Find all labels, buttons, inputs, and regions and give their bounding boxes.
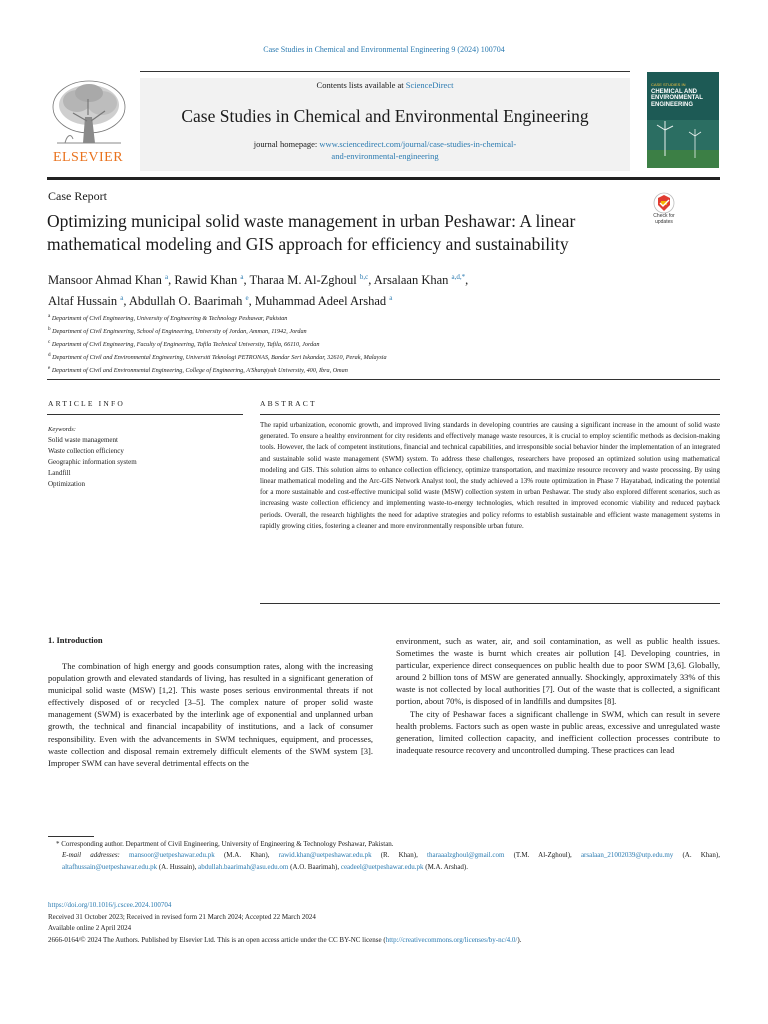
affiliation-item: $^c$ Department of Civil Engineering, Faculty of Engineering, Tafila Technical University, Tafila, 66110, Jordan [48, 339, 320, 349]
author-name[interactable]: Abdullah O. Baarimah [128, 294, 243, 309]
author-name[interactable]: Muhammad Adeel Arshad [254, 294, 387, 309]
body-column-right [396, 635, 720, 756]
available-online: Available online 2 April 2024 [48, 924, 132, 932]
affiliation-item: $^e$ Department of Civil and Environmental Engineering, College of Engineering, A'Sharqiyah University, 400, Ibra, Oman [48, 365, 348, 375]
body-column-left [48, 660, 373, 769]
title-line-2: mathematical modeling and GIS approach for efficiency and sustainability [47, 234, 569, 254]
author-affil-marker[interactable]: a [165, 273, 169, 281]
contents-prefix: Contents lists available at [316, 80, 406, 90]
email-addresses: E-mail addresses: mansoor@uetpeshawar.edu.pk (M.A. Khan), rawid.khan@uetpeshawar.edu.pk (R. Khan), tharaaalzghoul@gmail.com (T.M. Al-Zghoul), arsalaan_21002039@utp.edu.my (A. Khan), altafhussain@uetpeshawar.edu.pk (A. Hussain), abdullah.baarimah@asu.edu.om (A.O. Baarimah), ceadeel@uetpeshawar.edu.pk (M.A. Arshad). [62, 851, 720, 871]
cover-pre-title: CASE STUDIES IN [651, 82, 686, 87]
license-link[interactable]: http://creativecommons.org/licenses/by-nc/4.0/ [385, 935, 518, 944]
email-link[interactable]: rawid.khan@uetpeshawar.edu.pk [278, 851, 372, 860]
received-dates: Received 31 October 2023; Received in revised form 21 March 2024; Accepted 22 March 2024 [48, 912, 316, 921]
footnote-rule [48, 836, 94, 837]
doi-link[interactable]: https://doi.org/10.1016/j.cscee.2024.100704 [48, 901, 172, 909]
journal-citation[interactable]: Case Studies in Chemical and Environmental Engineering 9 (2024) 100704 [263, 45, 505, 54]
author-affil-marker[interactable]: a [389, 294, 393, 303]
affiliation-list [48, 311, 688, 376]
affiliation-item: $^b$ Department of Civil Engineering, School of Engineering, University of Jordan, Amman, 11942, Jordan [48, 326, 307, 336]
email-link[interactable]: tharaaalzghoul@gmail.com [427, 851, 505, 860]
author-name[interactable]: Mansoor Ahmad Khan [48, 273, 162, 288]
journal-homepage [140, 138, 630, 162]
check-for-updates-label: Check for updates [653, 213, 675, 225]
affiliation-item: $^d$ Department of Civil and Environmental Engineering, Universiti Teknologi PETRONAS, Bandar Seri Iskandar, 32610, Perak, Malaysia [48, 352, 387, 362]
email-link[interactable]: mansoor@uetpeshawar.edu.pk [129, 851, 215, 860]
author-name[interactable]: Arsalaan Khan [373, 273, 449, 288]
homepage-link-line1[interactable]: www.sciencedirect.com/journal/case-studies-in-chemical- [319, 139, 517, 149]
header-top-rule [140, 71, 630, 72]
journal-title: Case Studies in Chemical and Environmental Engineering [181, 106, 589, 126]
elsevier-wordmark: ELSEVIER [52, 150, 124, 165]
keyword-item: Solid waste management [48, 436, 118, 444]
paragraph: environment, such as water, air, and soil contamination, as well as public health issues. Sometimes the waste is burnt which creates air pollution [4]. Developing countries, in particular, experience direct consequences on public health due to poor SWM [3,6]. Globally, around 2 billion tons of MSW are generated annually. Shockingly, approximately 33% of this waste is not collected by local authorities [7]. Out of the waste that is collected, a significant portion, about 70%, is disposed of in landfills and dumpsites [8]. [396, 636, 720, 707]
email-link[interactable]: altafhussain@uetpeshawar.edu.pk [62, 862, 158, 871]
article-type: Case Report [48, 189, 107, 203]
license-statement: 2666-0164/© 2024 The Authors. Published by Elsevier Ltd. This is an open access article under the CC BY-NC license (http://creativecommons.org/licenses/by-nc/4.0/). [48, 935, 522, 944]
homepage-link-line2[interactable]: and-environmental-engineering [331, 151, 439, 161]
article-title [47, 210, 647, 256]
keywords-list [48, 435, 137, 490]
title-line-1: Optimizing municipal solid waste management in urban Peshawar: A linear [47, 211, 576, 231]
keywords-label: Keywords: [48, 426, 76, 433]
keyword-item: Optimization [48, 480, 85, 488]
email-link[interactable]: arsalaan_21002039@utp.edu.my [580, 851, 674, 860]
author-affil-marker[interactable]: e [245, 294, 249, 303]
cover-title [651, 82, 715, 108]
paragraph: The combination of high energy and goods consumption rates, along with the increasing population growth and elevated standards of living, has resulted in a significant generation of municipal solid waste (MSW) [1,2]. This waste poses serious environmental threats if not effectively disposed of or recycled [3–5]. The complex nature of proper solid waste management (SWM) is exacerbated by the interlink age of exponential and unplanned urban growth, the technical and financial incapability of institutions, and a lack of consumer responsibility. Even with the advancements in SWM techniques, equipment, and processes, waste collection and disposal remain extremely difficult elements of the SWM system [3]. Improper SWM can have several detrimental effects on the [48, 661, 373, 768]
contents-line [140, 80, 630, 90]
author-name[interactable]: Altaf Hussain [48, 294, 118, 309]
section-heading-introduction: 1. Introduction [48, 635, 103, 645]
author-name[interactable]: Tharaa M. Al-Zghoul [249, 273, 357, 288]
article-info-rule [47, 414, 243, 415]
check-for-updates-icon[interactable] [648, 192, 680, 214]
author-affil-marker[interactable]: a [120, 294, 124, 303]
keyword-item: Landfill [48, 469, 71, 477]
keyword-item: Geographic information system [48, 458, 137, 466]
journal-cover-thumbnail[interactable] [647, 72, 719, 168]
corresponding-author-note: * Corresponding author. Department of Civil Engineering, University of Engineering & Technology Peshawar, Pakistan. [56, 840, 394, 848]
keyword-item: Waste collection efficiency [48, 447, 124, 455]
author-affil-marker[interactable]: b,c [359, 273, 369, 281]
abstract-heading: ABSTRACT [260, 399, 317, 408]
author-list: Mansoor Ahmad Khan $^a$, Rawid Khan $^a$, Tharaa M. Al-Zghoul $^{b,c}$, Arsalaan Khan $^{a,d,*}$, Altaf Hussain $^a$, Abdullah O. Baarimah $^e$, Muhammad Adeel Arshad $^a$ [48, 273, 469, 309]
paragraph: The city of Peshawar faces a significant challenge in SWM, which can result in severe health problems. Factors such as open waste in public areas, excessive and unregulated waste generation, limited collection capacity, and inefficient collection processes contribute to inadequate resource recovery and uncontrolled dumping. These practices can lead [396, 708, 720, 755]
abstract-rule [260, 414, 720, 415]
author-name[interactable]: Rawid Khan [174, 273, 238, 288]
email-link[interactable]: abdullah.baarimah@asu.edu.om [198, 862, 289, 871]
affiliation-item: $^a$ Department of Civil Engineering, University of Engineering & Technology Peshawar, Pakistan [48, 313, 288, 323]
header-bottom-rule [47, 177, 720, 180]
affiliation-divider [47, 379, 720, 380]
article-info-heading: ARTICLE INFO [48, 399, 125, 408]
sciencedirect-link[interactable]: ScienceDirect [405, 80, 454, 90]
author-affil-marker[interactable]: a,d,* [451, 273, 466, 281]
abstract-text: The rapid urbanization, economic growth, and improved living standards in developing countries are causing a significant increase in the amount of solid waste generated. To ensure a healthy environment for city residents and effectively manage waste resources, it is crucial to employ scientific methods as decision-making tools. However, the lack of competent institutions, financial and technical capabilities, and irresponsible social behavior hinder the implementation of an integrated and sustainable solid waste management (SWM) system. To address these challenges, researchers have proposed an optimized solution using mathematical modeling and GIS. This solution aims to enhance collection efficiency, optimize transportation, and maximize resource recovery and waste processing. By using linear mathematical modeling and the Arc-GIS Network Analyst tool, the study achieved a 13% route optimization in Phase 7 Hayatabad, indicating the potential for a more sustainable and cost-effective municipal solid waste (MSW) collection system in urban Peshawar. The study also explored different scenarios, such as increasing waste collection efficiency and implementing waste-to-energy technologies, which resulted in improved economic viability and reduced payback periods. Overall, the research highlights the need for adaptive strategies and policy reforms to establish sustainable and efficient waste management systems in rapidly growing cities, fostering a cleaner and more environmentally responsible urban future. [260, 421, 720, 530]
author-affil-marker[interactable]: a [240, 273, 244, 281]
abstract-bottom-rule [260, 603, 720, 604]
cover-main-title: CHEMICAL AND ENVIRONMENTAL ENGINEERING [651, 88, 703, 108]
email-label: E-mail addresses: [62, 851, 130, 860]
footnote [48, 839, 720, 873]
publication-info [48, 900, 720, 946]
homepage-label: journal homepage: [253, 139, 320, 149]
cover-wind-turbines-image [647, 120, 719, 168]
email-link[interactable]: ceadeel@uetpeshawar.edu.pk [340, 862, 424, 871]
